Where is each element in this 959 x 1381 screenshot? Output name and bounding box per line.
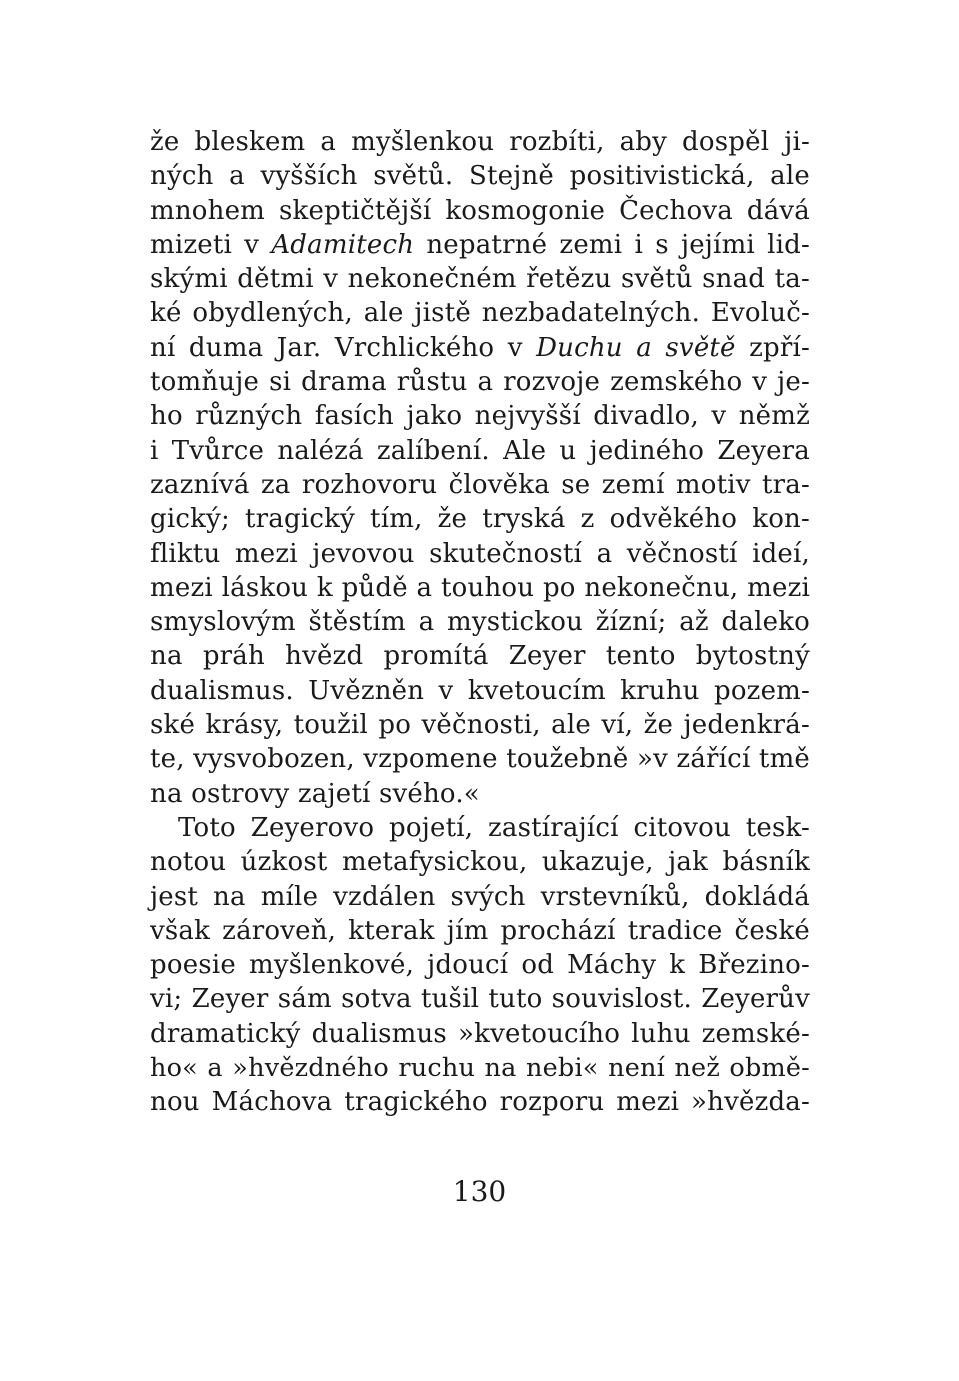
text-line: vi; Zeyer sám sotva tušil tuto souvislost. Zeyerův [150,984,810,1015]
text-line: dramatický dualismus »kvetoucího luhu zemské- [150,1018,810,1049]
text-line: nou Máchova tragického rozporu mezi »hvězda- [150,1087,810,1118]
italic-title: Adamitech [271,229,415,260]
text-line: zaznívá za rozhovoru člověka se zemí motiv tra- [150,469,810,500]
text-line: notou úzkost metafysickou, ukazuje, jak básník [150,847,810,878]
text-line: fliktu mezi jevovou skutečností a věčností ideí, [150,538,810,569]
text-line: ho různých fasích jako nejvyšší divadlo, v němž [150,401,810,432]
page-number: 130 [452,1175,507,1208]
text-line: jest na míle vzdálen svých vrstevníků, dokládá [150,881,810,912]
text-segment: ní duma Jar. Vrchlického v [150,332,537,363]
text-line: tomňuje si drama růstu a rozvoje zemského v je- [150,367,810,398]
text-line: i Tvůrce nalézá zalíbení. Ale u jediného Zeyera [150,435,810,466]
text-line: však zároveň, kterak jím prochází tradice české [150,915,810,946]
text-segment: nepatrné zemi i s jejími lid- [414,229,810,260]
text-line: ké obydlených, ale jistě nezbadatelných. Evoluč- [150,298,810,329]
italic-title: Duchu a světě [536,332,736,363]
body-text [150,125,810,1120]
text-line: ných a vyšších světů. Stejně positivistická, ale [150,161,810,192]
text-line: mnohem skeptičtější kosmogonie Čechova dává [150,195,810,226]
text-line: že bleskem a myšlenkou rozbíti, aby dospěl ji- [150,127,810,157]
text-line: ské krásy, toužil po věčnosti, ale ví, že jedenkrá- [150,710,810,741]
text-line: te, vysvobozen, vzpomene toužebně »v zářící tmě [150,744,811,775]
text-line: dualismus. Uvězněn v kvetoucím kruhu pozem- [150,675,810,706]
text-line: mezi láskou k půdě a touhou po nekonečnu, mezi [150,572,810,603]
text-line: smyslovým štěstím a mystickou žízní; až daleko [150,607,810,638]
text-line: poesie myšlenkové, jdoucí od Máchy k Březino- [150,950,810,981]
text-line: Toto Zeyerovo pojetí, zastírající citovou tesk- [178,812,810,843]
text-line [150,228,810,262]
text-line: skými dětmi v nekonečném řetězu světů snad ta- [150,264,810,295]
text-segment: zpří- [735,332,811,363]
text-line [150,331,810,365]
text-line: na práh hvězd promítá Zeyer tento bytostný [150,641,810,672]
text-line: gický; tragický tím, že tryská z odvěkého kon- [150,504,810,535]
text-segment: mizeti v [150,229,272,260]
text-line: na ostrovy zajetí svého.« [150,778,480,809]
text-line: ho« a »hvězdného ruchu na nebi« není než obmě- [150,1053,810,1084]
